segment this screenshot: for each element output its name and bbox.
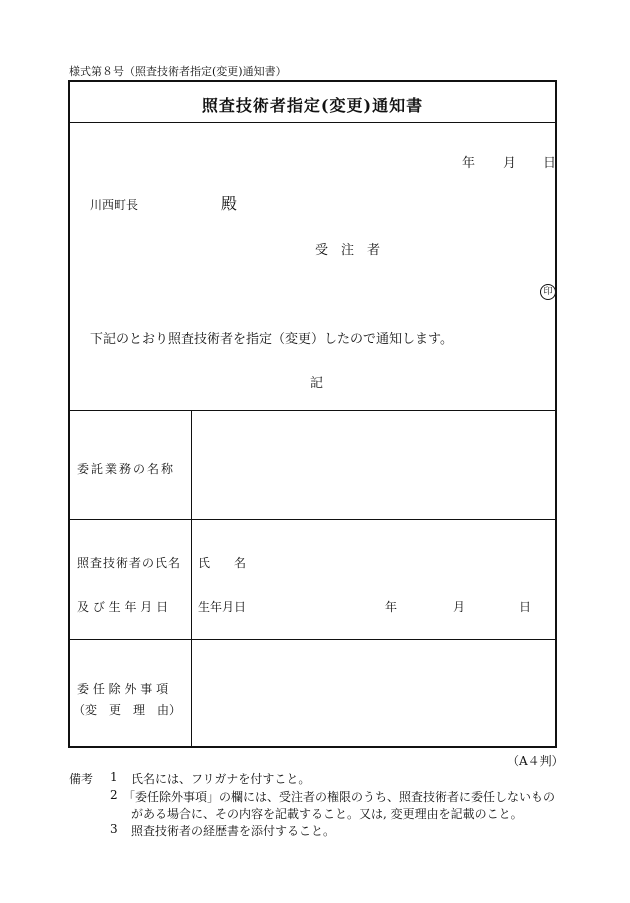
addressee-honorific: 殿 xyxy=(221,194,238,213)
birth-year-unit: 年 xyxy=(385,600,398,614)
row-divider-3 xyxy=(70,639,555,640)
task-name-label: 委託業務の名称 xyxy=(77,462,176,476)
contractor-label: 受 注 者 xyxy=(315,243,381,258)
birth-month-unit: 月 xyxy=(453,600,466,614)
birth-day-unit: 日 xyxy=(519,600,532,614)
label-column-divider xyxy=(191,410,192,748)
note-3-text: 照査技術者の経歴書を添付すること。 xyxy=(131,824,336,838)
task-name-field[interactable] xyxy=(193,412,555,518)
note-1-text: 氏名には、フリガナを付すこと。 xyxy=(131,772,311,786)
exclusion-label-line2: （変 更 理 由） xyxy=(73,703,182,717)
row-divider-1 xyxy=(70,410,555,411)
paper-size-note: （A４判） xyxy=(507,754,564,768)
notes-heading: 備考 xyxy=(69,772,94,786)
note-1-number: 1 xyxy=(110,770,118,784)
notice-body: 下記のとおり照査技術者を指定（変更）したので通知します。 xyxy=(90,332,453,347)
engineer-birthdate-field[interactable]: 生年月日 xyxy=(198,600,247,614)
date-year: 年 xyxy=(462,156,476,171)
exclusion-label-line1: 委 任 除 外 事 項 xyxy=(77,682,169,696)
note-3-number: 3 xyxy=(110,822,118,836)
note-2-text: 「委任除外事項」の欄には、受注者の権限のうち、照査技術者に委任しないもの xyxy=(123,790,556,804)
row-divider-2 xyxy=(70,519,555,520)
date-day: 日 xyxy=(543,156,557,171)
note-2-text-cont: がある場合に、その内容を記載すること。又は, 変更理由を記載のこと。 xyxy=(131,807,523,821)
engineer-label-line2: 及 び 生 年 月 日 xyxy=(77,600,169,614)
engineer-name-field[interactable]: 氏 名 xyxy=(198,556,247,570)
form-number-label: 様式第８号（照査技術者指定(変更)通知書） xyxy=(69,65,287,78)
ki-mark: 記 xyxy=(310,376,324,391)
note-2-number: 2 xyxy=(110,788,118,802)
addressee-name: 川西町長 xyxy=(90,198,139,212)
engineer-label-line1: 照査技術者の氏名 xyxy=(77,556,182,570)
seal-mark: 印 xyxy=(540,284,556,300)
form-title: 照査技術者指定(変更)通知書 xyxy=(201,96,424,115)
title-divider xyxy=(70,122,555,123)
notification-form xyxy=(68,80,557,748)
exclusion-field[interactable] xyxy=(193,641,555,746)
date-month: 月 xyxy=(503,156,517,171)
